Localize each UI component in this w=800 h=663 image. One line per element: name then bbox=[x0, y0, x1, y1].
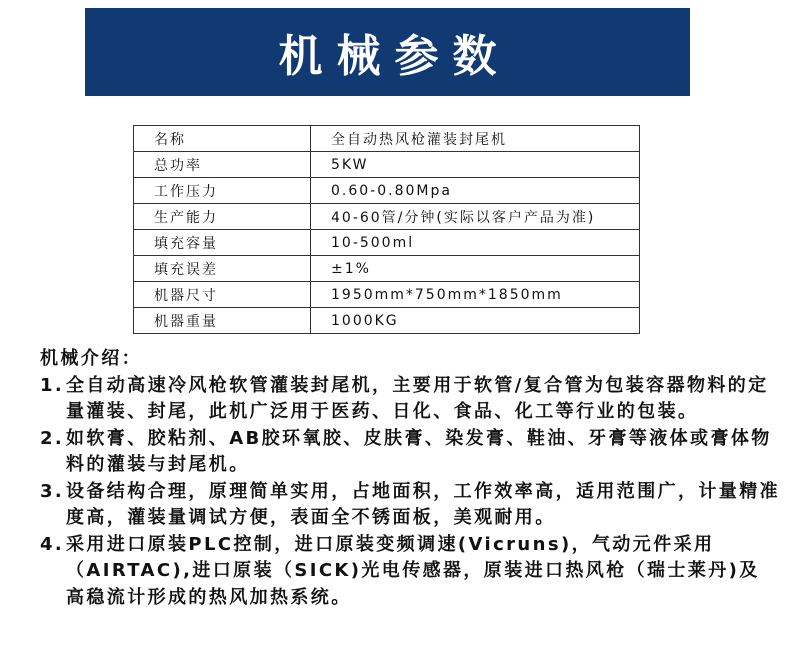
parameter-table bbox=[133, 125, 640, 334]
param-value: ±1% bbox=[311, 256, 640, 282]
param-label: 生产能力 bbox=[134, 204, 311, 230]
param-value: 5KW bbox=[311, 152, 640, 178]
list-item bbox=[40, 373, 780, 426]
param-value: 40-60管/分钟(实际以客户产品为准) bbox=[311, 204, 640, 230]
item-number: 1. bbox=[40, 374, 65, 396]
table-row bbox=[134, 282, 640, 308]
param-label: 机器尺寸 bbox=[134, 282, 311, 308]
list-item bbox=[40, 532, 780, 612]
param-label: 名称 bbox=[134, 126, 311, 152]
param-label: 工作压力 bbox=[134, 178, 311, 204]
table-row bbox=[134, 256, 640, 282]
page-title: 机械参数 bbox=[278, 31, 511, 82]
param-value: 全自动热风枪灌装封尾机 bbox=[311, 126, 640, 152]
table-row bbox=[134, 230, 640, 256]
param-label: 总功率 bbox=[134, 152, 311, 178]
list-item bbox=[40, 479, 780, 532]
param-value: 1000KG bbox=[311, 308, 640, 334]
intro-heading: 机械介绍： bbox=[40, 348, 142, 369]
param-value: 10-500ml bbox=[311, 230, 640, 256]
item-text: 采用进口原装PLC控制，进口原装变频调速(Vicruns)，气动元件采用（AIRTAC),进口原装（SICK)光电传感器，原装进口热风枪（瑞士莱丹)及高稳流计形成的热风加热系统。 bbox=[66, 533, 760, 608]
item-number: 3. bbox=[40, 480, 65, 502]
param-label: 填充误差 bbox=[134, 256, 311, 282]
table-row bbox=[134, 308, 640, 334]
table-row bbox=[134, 126, 640, 152]
item-text: 如软膏、胶粘剂、AB胶环氧胶、皮肤膏、染发膏、鞋油、牙膏等液体或膏体物料的灌装与封尾机。 bbox=[66, 427, 772, 475]
table-row bbox=[134, 178, 640, 204]
param-value: 1950mm*750mm*1850mm bbox=[311, 282, 640, 308]
title-banner bbox=[85, 8, 690, 96]
param-label: 填充容量 bbox=[134, 230, 311, 256]
item-number: 4. bbox=[40, 533, 65, 555]
param-label: 机器重量 bbox=[134, 308, 311, 334]
item-number: 2. bbox=[40, 427, 65, 449]
table-row bbox=[134, 204, 640, 230]
item-text: 设备结构合理，原理简单实用，占地面积，工作效率高，适用范围广，计量精准度高，灌装量调试方便，表面全不锈面板，美观耐用。 bbox=[66, 480, 780, 528]
param-value: 0.60-0.80Mpa bbox=[311, 178, 640, 204]
item-text: 全自动高速冷风枪软管灌装封尾机，主要用于软管/复合管为包装容器物料的定量灌装、封尾，此机广泛用于医药、日化、食品、化工等行业的包装。 bbox=[66, 374, 769, 422]
table-row bbox=[134, 152, 640, 178]
list-item bbox=[40, 426, 780, 479]
machine-introduction bbox=[40, 346, 780, 611]
